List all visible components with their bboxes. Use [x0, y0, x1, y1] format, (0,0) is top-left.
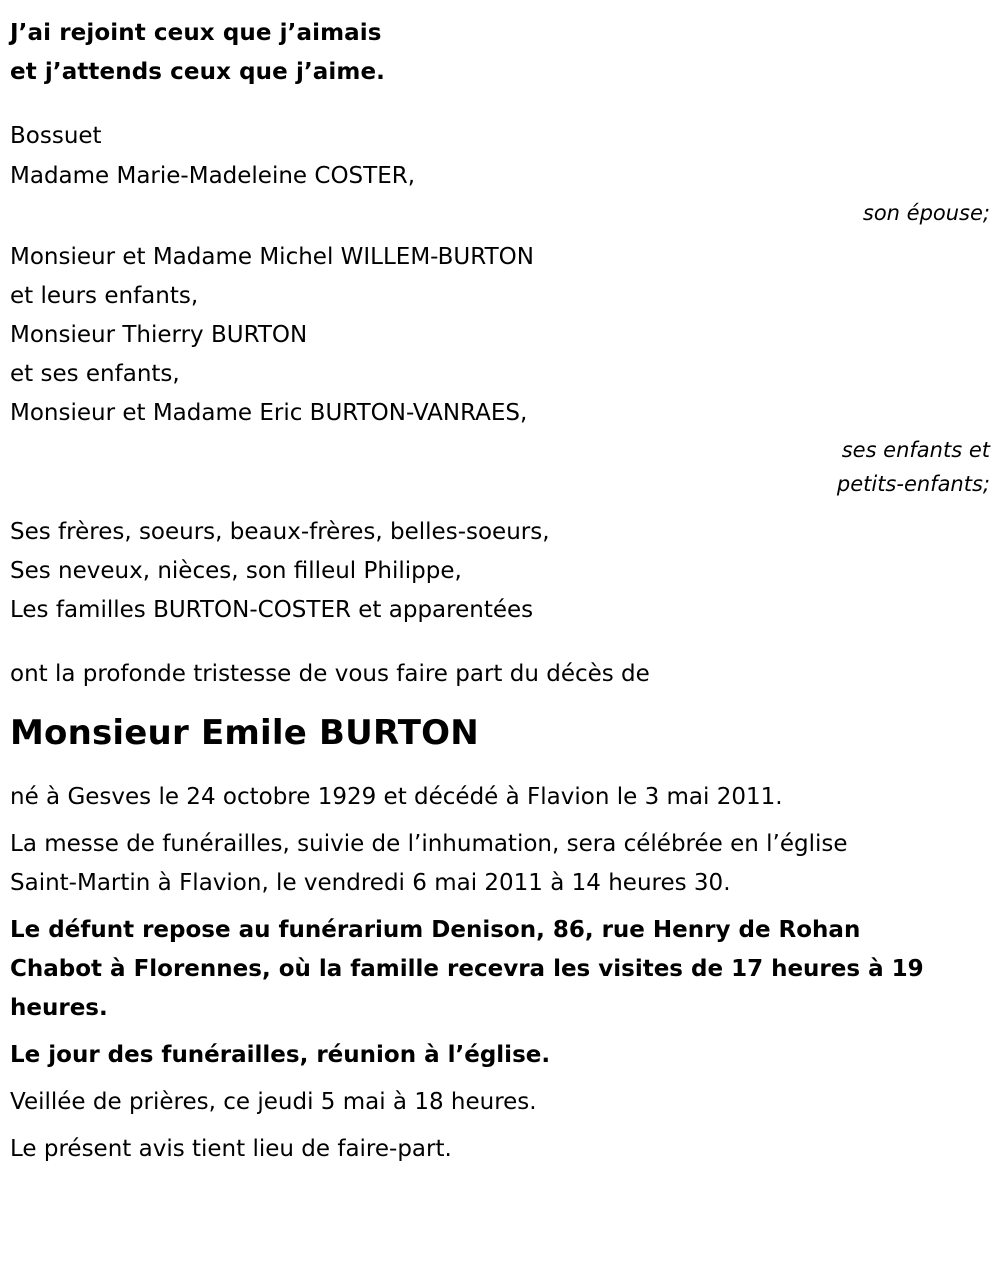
child-line-4: et ses enfants,	[10, 361, 180, 387]
ceremony-line-1: La messe de funérailles, suivie de l’inhumation, sera célébrée en l’église	[10, 831, 848, 857]
quote-line-1: J’ai rejoint ceux que j’aimais	[10, 20, 382, 46]
child-line-5: Monsieur et Madame Eric BURTON-VANRAES,	[10, 400, 528, 426]
child-line-1: Monsieur et Madame Michel WILLEM-BURTON	[10, 244, 534, 270]
spacer-after-children	[10, 501, 990, 513]
vigil-line: Veillée de prières, ce jeudi 5 mai à 18 heures.	[10, 1089, 537, 1115]
children-role	[10, 433, 990, 501]
deceased-name: Monsieur Emile BURTON	[10, 713, 479, 753]
spouse-row	[10, 156, 990, 230]
children-role-line-1: ses enfants et	[841, 438, 990, 462]
spacer-after-name	[10, 756, 990, 778]
spacer-after-quote	[10, 92, 990, 116]
spacer-before-ceremony	[10, 817, 990, 825]
birth-death-line: né à Gesves le 24 octobre 1929 et décédé à Flavion le 3 mai 2011.	[10, 784, 783, 810]
spacer-before-announcement	[10, 630, 990, 654]
spouse-role: son épouse;	[862, 201, 990, 225]
other-family-line-3: Les familles BURTON-COSTER et apparentées	[10, 597, 534, 623]
other-family-line-1: Ses frères, soeurs, beaux-frères, belles-soeurs,	[10, 519, 550, 545]
spacer-before-note	[10, 1122, 990, 1130]
spacer-before-name	[10, 694, 990, 710]
gathering-line: Le jour des funérailles, réunion à l’église.	[10, 1042, 551, 1068]
spacer-before-funeral-home	[10, 903, 990, 911]
notice-note-line: Le présent avis tient lieu de faire-part.	[10, 1136, 452, 1162]
funeral-home-line-2: Chabot à Florennes, où la famille recevra les visites de 17 heures à 19	[10, 956, 924, 982]
other-family-line-2: Ses neveux, nièces, son filleul Philippe,	[10, 558, 462, 584]
announcement-text: ont la profonde tristesse de vous faire part du décès de	[10, 661, 650, 687]
spacer-before-vigil	[10, 1075, 990, 1083]
ceremony-line-2: Saint-Martin à Flavion, le vendredi 6 mai 2011 à 14 heures 30.	[10, 870, 731, 896]
spacer-after-spouse	[10, 230, 990, 238]
child-line-2: et leurs enfants,	[10, 283, 199, 309]
quote-attribution: Bossuet	[10, 123, 102, 149]
spacer-before-gathering	[10, 1028, 990, 1036]
children-role-line-2: petits-enfants;	[836, 472, 990, 496]
funeral-home-line-1: Le défunt repose au funérarium Denison, 86, rue Henry de Rohan	[10, 917, 861, 943]
spouse-name: Madame Marie-Madeleine COSTER,	[10, 163, 416, 189]
child-line-3: Monsieur Thierry BURTON	[10, 322, 308, 348]
funeral-home-line-3: heures.	[10, 995, 108, 1021]
quote-line-2: et j’attends ceux que j’aime.	[10, 59, 385, 85]
